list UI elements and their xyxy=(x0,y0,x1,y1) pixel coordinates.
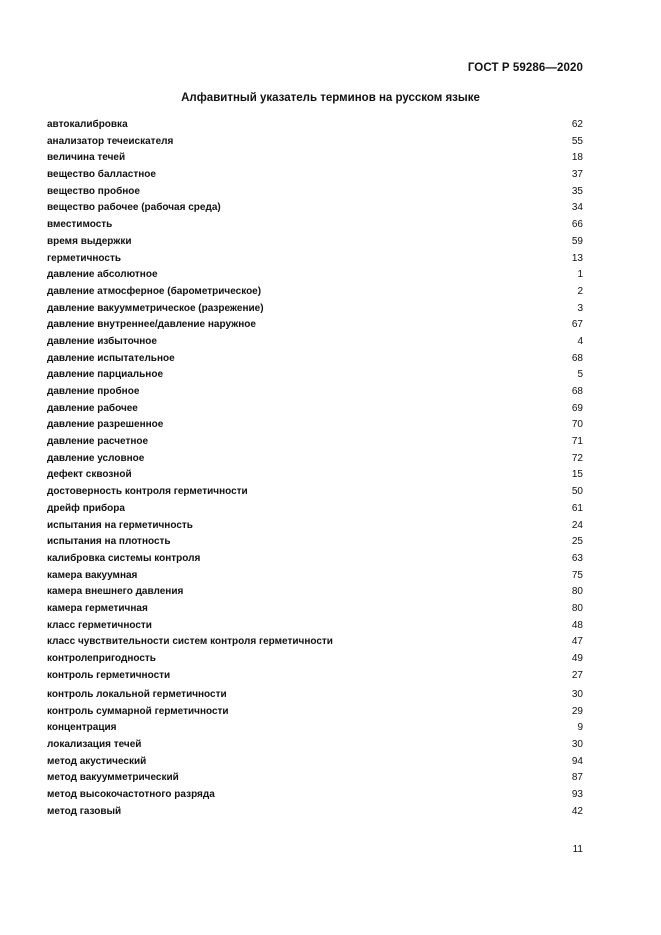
index-page-ref: 70 xyxy=(571,419,583,431)
index-page-ref: 80 xyxy=(571,602,583,614)
index-entry xyxy=(47,484,583,501)
index-term: давление внутреннее/давление наружное xyxy=(47,319,256,331)
index-page-ref: 67 xyxy=(571,319,583,331)
index-entry xyxy=(47,534,583,551)
index-page-ref: 34 xyxy=(571,202,583,214)
index-title: Алфавитный указатель терминов на русском языке xyxy=(181,92,480,104)
index-entry xyxy=(47,737,583,754)
index-entry xyxy=(47,668,583,685)
index-page-ref: 47 xyxy=(571,636,583,648)
index-entry xyxy=(47,787,583,804)
index-term: давление разрешенное xyxy=(47,419,164,431)
index-entry xyxy=(47,584,583,601)
index-page-ref: 29 xyxy=(571,705,583,717)
index-term: метод акустический xyxy=(47,755,147,767)
index-page-ref: 93 xyxy=(571,789,583,800)
index-page-ref: 4 xyxy=(577,335,583,347)
index-page-ref: 87 xyxy=(571,772,583,784)
index-entry xyxy=(47,401,583,418)
index-term: давление атмосферное (барометрическое) xyxy=(47,285,262,297)
index-entry xyxy=(47,234,583,251)
index-page-ref: 35 xyxy=(571,185,583,197)
index-page-ref: 24 xyxy=(571,519,583,531)
index-entry xyxy=(47,568,583,585)
index-term: вещество рабочее (рабочая среда) xyxy=(47,202,221,214)
index-page-ref: 25 xyxy=(571,536,583,548)
index-term: автокалибровка xyxy=(47,119,128,130)
index-entry xyxy=(47,251,583,268)
index-term: давление абсолютное xyxy=(47,269,158,281)
index-term: концентрация xyxy=(47,722,117,734)
document-code: ГОСТ Р 59286—2020 xyxy=(467,62,583,74)
index-term: давление пробное xyxy=(47,386,140,397)
index-entry xyxy=(47,518,583,535)
index-term: давление парциальное xyxy=(47,369,164,381)
index-term: калибровка системы контроля xyxy=(47,552,201,564)
index-entry xyxy=(47,217,583,234)
index-term: герметичность xyxy=(47,252,122,264)
index-page-ref: 80 xyxy=(571,586,583,598)
index-page-ref: 71 xyxy=(571,436,583,448)
index-term: класс герметичности xyxy=(47,619,152,631)
index-page-ref: 62 xyxy=(571,119,583,130)
index-term: дрейф прибора xyxy=(47,502,125,514)
index-term: время выдержки xyxy=(47,235,132,247)
index-entry xyxy=(47,367,583,384)
index-page-ref: 9 xyxy=(577,722,583,734)
index-entry xyxy=(47,618,583,635)
index-entry xyxy=(47,551,583,568)
index-term: метод газовый xyxy=(47,805,122,817)
index-term: класс чувствительности систем контроля герметичности xyxy=(47,636,333,648)
index-entry xyxy=(47,417,583,434)
index-page-ref: 5 xyxy=(577,369,583,381)
index-entry xyxy=(47,267,583,284)
index-page-ref: 49 xyxy=(571,653,583,664)
index-page-ref: 61 xyxy=(571,502,583,514)
index-page-ref: 42 xyxy=(571,805,583,817)
index-entry xyxy=(47,501,583,518)
index-term: дефект сквозной xyxy=(47,469,132,481)
index-page-ref: 66 xyxy=(571,219,583,231)
index-entry xyxy=(47,687,583,704)
index-entry xyxy=(47,634,583,651)
index-entry xyxy=(47,384,583,401)
index-entry xyxy=(47,334,583,351)
index-term: давление вакуумметрическое (разрежение) xyxy=(47,302,264,314)
index-term: анализатор течеискателя xyxy=(47,135,174,147)
index-entry xyxy=(47,284,583,301)
index-page-ref: 2 xyxy=(577,285,583,297)
index-entry xyxy=(47,754,583,771)
index-term: камера внешнего давления xyxy=(47,586,184,598)
index-term: метод высокочастотного разряда xyxy=(47,789,215,800)
index-page-ref: 1 xyxy=(577,269,583,281)
index-term: испытания на герметичность xyxy=(47,519,193,531)
index-page-ref: 94 xyxy=(571,755,583,767)
index-term: локализация течей xyxy=(47,738,142,750)
index-term: вместимость xyxy=(47,219,113,231)
index-term: давление рабочее xyxy=(47,402,138,414)
page-number: 11 xyxy=(572,844,583,855)
index-term: давление избыточное xyxy=(47,335,157,347)
index-page-ref: 68 xyxy=(571,386,583,397)
index-term: давление испытательное xyxy=(47,352,175,364)
index-term: контроль герметичности xyxy=(47,669,171,681)
index-entry xyxy=(47,301,583,318)
index-page-ref: 30 xyxy=(571,688,583,700)
index-page-ref: 68 xyxy=(571,352,583,364)
index-page-ref: 69 xyxy=(571,402,583,414)
index-page-ref: 48 xyxy=(571,619,583,631)
index-entry xyxy=(47,770,583,787)
index-entry xyxy=(47,351,583,368)
index-term: метод вакуумметрический xyxy=(47,772,179,784)
index-page-ref: 27 xyxy=(571,669,583,681)
index-page-ref: 15 xyxy=(571,469,583,481)
index-term: камера вакуумная xyxy=(47,569,138,581)
index-entry xyxy=(47,184,583,201)
index-entry xyxy=(47,451,583,468)
index-entry xyxy=(47,704,583,721)
index-term: давление расчетное xyxy=(47,436,149,448)
index-entry xyxy=(47,317,583,334)
index-page-ref: 30 xyxy=(571,738,583,750)
index-page-ref: 18 xyxy=(571,152,583,164)
index-term: достоверность контроля герметичности xyxy=(47,486,248,498)
index-entry xyxy=(47,200,583,217)
index-page-ref: 50 xyxy=(571,486,583,498)
index-entry xyxy=(47,651,583,668)
index-page-ref: 63 xyxy=(571,552,583,564)
index-entry xyxy=(47,804,583,821)
index-term: величина течей xyxy=(47,152,126,164)
index-entry xyxy=(47,134,583,151)
index-page-ref: 72 xyxy=(571,452,583,464)
index-page-ref: 3 xyxy=(577,302,583,314)
index-term: контролепригодность xyxy=(47,653,156,664)
index-term: контроль суммарной герметичности xyxy=(47,705,229,717)
index-page-ref: 37 xyxy=(571,169,583,181)
index-page-ref: 55 xyxy=(571,135,583,147)
index-page-ref: 59 xyxy=(571,235,583,247)
index-term: испытания на плотность xyxy=(47,536,171,548)
term-index-list xyxy=(47,117,583,820)
index-entry xyxy=(47,150,583,167)
index-page-ref: 13 xyxy=(571,252,583,264)
index-term: камера герметичная xyxy=(47,602,148,614)
index-entry xyxy=(47,601,583,618)
index-entry xyxy=(47,720,583,737)
index-term: вещество пробное xyxy=(47,185,140,197)
index-entry xyxy=(47,467,583,484)
index-term: вещество балластное xyxy=(47,169,156,181)
index-page-ref: 75 xyxy=(571,569,583,581)
index-entry xyxy=(47,117,583,134)
index-term: давление условное xyxy=(47,452,145,464)
index-entry xyxy=(47,167,583,184)
index-entry xyxy=(47,434,583,451)
index-term: контроль локальной герметичности xyxy=(47,688,227,700)
